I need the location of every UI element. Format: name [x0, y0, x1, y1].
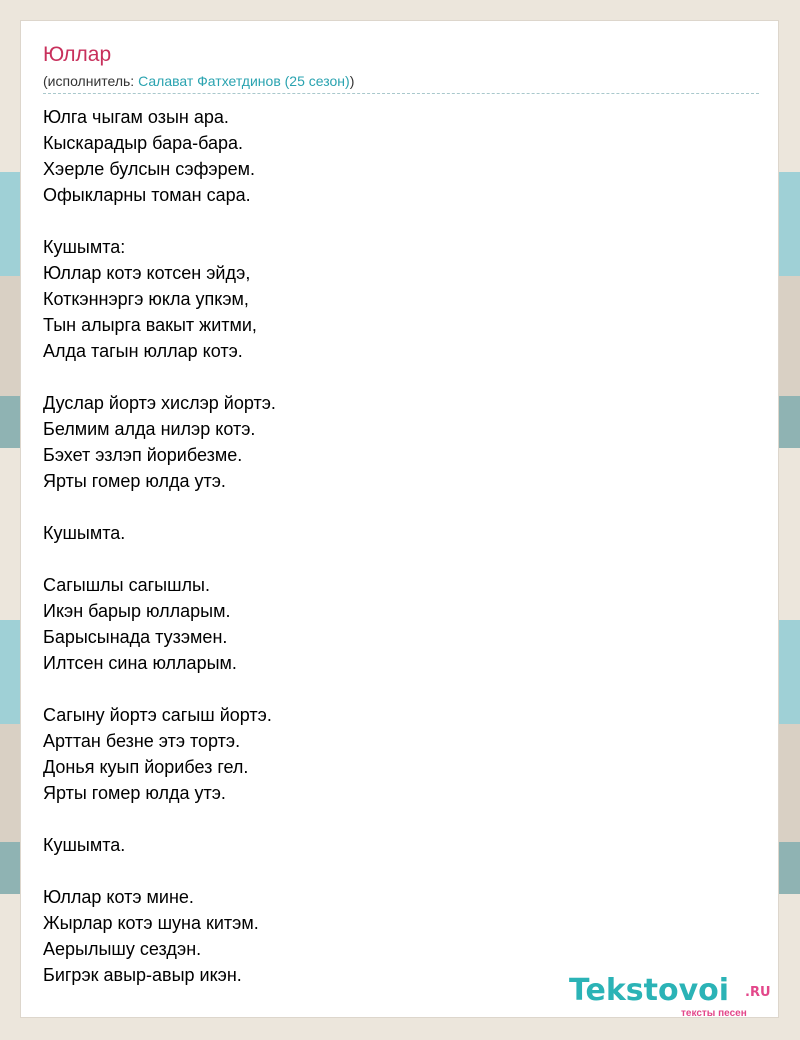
- song-title: Юллар: [43, 43, 112, 66]
- dashed-divider: [43, 93, 759, 94]
- lyric-line: Юллар котэ котсен эйдэ,: [43, 263, 251, 283]
- lyric-line: Арттан безне этэ тортэ.: [43, 731, 241, 751]
- lyric-line: Икэн барыр юлларым.: [43, 601, 231, 621]
- logo-tagline: тексты песен: [681, 1008, 747, 1019]
- lyric-line: Ярты гомер юлда утэ.: [43, 471, 226, 491]
- lyric-line: Хэерле булсын сэфэрем.: [43, 159, 255, 179]
- lyric-line: Ярты гомер юлда утэ.: [43, 783, 226, 803]
- stanza: [43, 884, 276, 988]
- lyric-line: Жырлар котэ шуна китэм.: [43, 913, 259, 933]
- lyric-line: Кыскарадыр бара-бара.: [43, 133, 244, 153]
- meta-suffix: ): [349, 73, 355, 89]
- lyric-line: Сагыну йортэ сагыш йортэ.: [43, 705, 272, 725]
- stanza: [43, 520, 276, 546]
- site-logo[interactable]: [569, 971, 777, 1021]
- stanza: [43, 390, 276, 494]
- lyric-line: Кушымта:: [43, 237, 126, 257]
- lyric-line: Юллар котэ мине.: [43, 887, 194, 907]
- stanza: [43, 572, 276, 676]
- stanza: [43, 832, 276, 858]
- lyrics-card: [20, 20, 779, 1018]
- stanza: [43, 702, 276, 806]
- lyric-line: Илтсен сина юлларым.: [43, 653, 237, 673]
- lyric-line: Белмим алда нилэр котэ.: [43, 419, 256, 439]
- lyric-line: Юлга чыгам озын ара.: [43, 107, 229, 127]
- lyric-line: Бигрэк авыр-авыр икэн.: [43, 965, 242, 985]
- lyric-line: Бэхет эзлэп йорибезме.: [43, 445, 243, 465]
- lyric-line: Сагышлы сагышлы.: [43, 575, 210, 595]
- stanza: [43, 234, 276, 364]
- artist-link[interactable]: Салават Фатхетдинов (25 сезон): [138, 73, 350, 89]
- lyric-line: Коткэннэргэ юкла упкэм,: [43, 289, 249, 309]
- lyrics-body: [43, 104, 276, 1014]
- song-meta: [43, 73, 354, 89]
- lyric-line: Кушымта.: [43, 835, 126, 855]
- lyric-line: Дуслар йортэ хислэр йортэ.: [43, 393, 276, 413]
- lyric-line: Барысынада тузэмен.: [43, 627, 228, 647]
- lyric-line: Алда тагын юллар котэ.: [43, 341, 243, 361]
- lyric-line: Офыкларны томан сара.: [43, 185, 251, 205]
- lyric-line: Донья куып йорибез гел.: [43, 757, 249, 777]
- lyric-line: Аерылышу сездэн.: [43, 939, 202, 959]
- stanza: [43, 104, 276, 208]
- lyric-line: Тын алырга вакыт житми,: [43, 315, 257, 335]
- logo-tld: .RU: [745, 985, 771, 1000]
- meta-prefix: (исполнитель:: [43, 73, 139, 89]
- lyric-line: Кушымта.: [43, 523, 126, 543]
- logo-wordmark: Tekstovoi: [569, 973, 730, 1008]
